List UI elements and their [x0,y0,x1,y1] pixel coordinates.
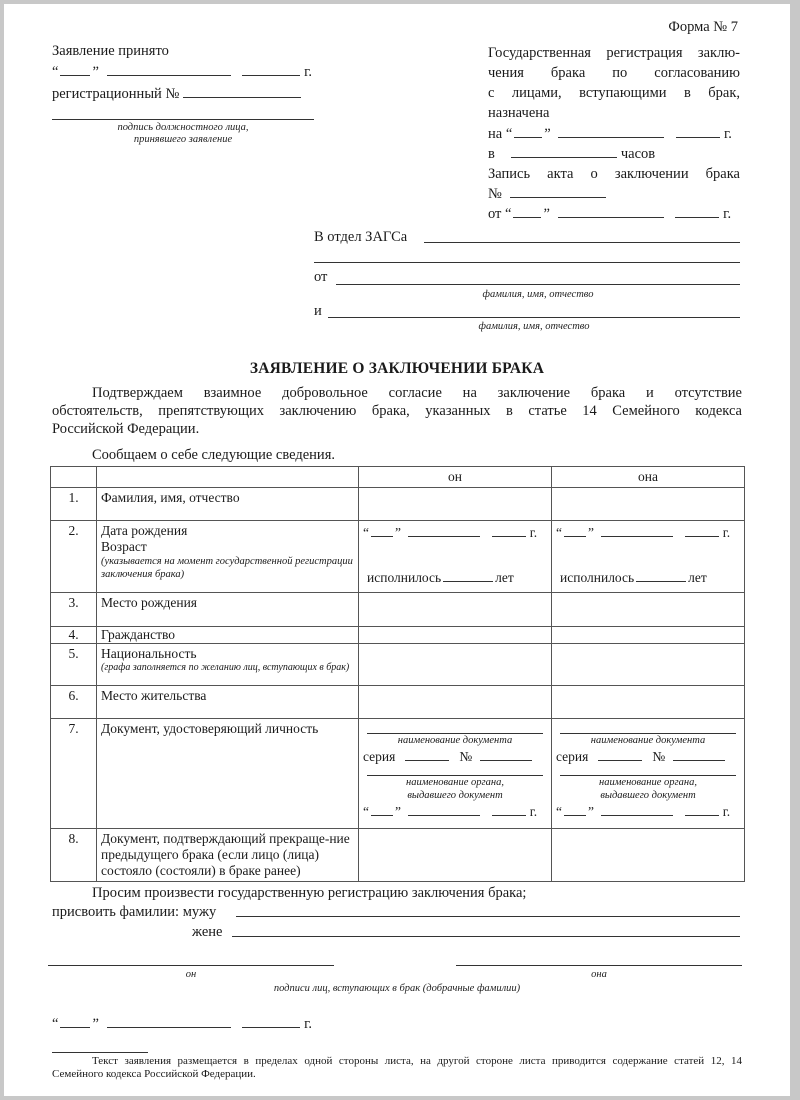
from-label: от [314,269,328,285]
registration-date-row: на “ ” г. [488,126,732,142]
she-doc-day-field[interactable] [564,802,586,816]
accepted-year-field[interactable] [242,62,300,76]
table-header-row [51,467,745,488]
registration-year-field[interactable] [676,124,720,138]
he-citizenship-cell[interactable] [359,627,552,644]
registration-time-row: в часов [488,146,656,162]
application-year-field[interactable] [242,1014,300,1028]
office-name-field-2[interactable] [314,262,740,263]
she-birthplace-cell[interactable] [552,593,745,627]
wife-surname-field[interactable] [232,936,740,937]
table-row: 3. Место рождения [51,593,745,627]
form-number: Форма № 7 [668,19,738,35]
she-id-document-cell: наименование документа серия № наименование органа, выдавшего документ “ ” г. [552,719,745,829]
she-birth-month-field[interactable] [601,523,673,537]
accepted-month-field[interactable] [107,62,231,76]
table-row: 7. Документ, удостоверяющий личность наименование документа серия № наименование органа, выдавшего документ “ ” г. наименование документа серия № наименование органа, выдавшего документ “ ” г. [51,719,745,829]
she-age: исполнилось лет [560,570,707,585]
he-doc-month-field[interactable] [408,802,480,816]
act-number-row: № [488,184,740,203]
applicant-info-table [50,466,745,882]
act-day-field[interactable] [513,204,541,218]
act-month-field[interactable] [558,204,664,218]
he-doc-series-field[interactable] [405,747,449,761]
to-office-label: В отдел ЗАГСа [314,229,408,245]
he-signature-line[interactable] [48,965,334,966]
accepted-title: Заявление принято [52,43,169,59]
table-row: 4. Гражданство [51,627,745,644]
application-day-field[interactable] [60,1014,90,1028]
applicant1-caption: фамилия, имя, отчество [482,289,594,300]
she-signature-line[interactable] [456,965,742,966]
husband-surname-field[interactable] [236,916,740,917]
applicant2-name-field[interactable] [328,317,740,318]
she-birth-cell [552,521,745,593]
accepted-day-field[interactable] [60,62,90,76]
she-doc-series-field[interactable] [598,747,642,761]
request-text: Просим произвести государственную регистрацию заключения брака; [92,885,527,901]
he-birth-date: “ ” г. [363,525,538,540]
registration-month-field[interactable] [558,124,664,138]
she-signature-caption: она [591,969,607,980]
footnote-separator [52,1052,148,1053]
she-birth-date: “ ” г. [556,525,731,540]
he-doc-year-field[interactable] [492,802,526,816]
table-row: 5. Национальность (графа заполняется по желанию лиц, вступающих в брак) [51,644,745,686]
she-doc-year-field[interactable] [685,802,719,816]
assign-surnames-label: присвоить фамилии: мужу [52,904,217,920]
registration-block: Государственная регистрация заклю- чения брака по согласованию с лицами, вступающими в брак, назначена на “ ” г. в часов Запись акта о заключении брака № от “ ” г. [488,45,740,222]
he-id-document-cell: наименование документа серия № наименование органа, выдавшего документ “ ” г. [359,719,552,829]
he-fio-cell[interactable] [359,488,552,521]
she-prev-marriage-cell[interactable] [552,829,745,882]
applicant1-name-field[interactable] [336,284,740,285]
he-birthplace-cell[interactable] [359,593,552,627]
registration-time-field[interactable] [511,144,617,158]
she-birth-year-field[interactable] [685,523,719,537]
table-row: 2. Дата рождения Возраст (указывается на момент государственной регистрации заключения брака) “ ” г. исполнилось лет “ ” г. исполнилось лет [51,521,745,593]
wife-label: жене [192,924,223,940]
official-signature-line[interactable] [52,119,314,120]
footnote: Текст заявления размещается в пределах одной стороны листа, на другой стороне листа приводится содержание статей 12, 14 Семейного кодекса Российской Федерации. [52,1055,742,1080]
reg-number-field[interactable] [183,84,301,98]
he-residence-cell[interactable] [359,686,552,719]
he-doc-day-field[interactable] [371,802,393,816]
application-date-row: “ ” г. [52,1016,313,1032]
she-birth-day-field[interactable] [564,523,586,537]
reg-number-row: регистрационный № [52,84,305,103]
he-nationality-cell[interactable] [359,644,552,686]
act-year-field[interactable] [675,204,719,218]
he-prev-marriage-cell[interactable] [359,829,552,882]
act-date-row: от “ ” г. [488,206,732,222]
she-fio-cell[interactable] [552,488,745,521]
signatures-caption: подписи лиц, вступающих в брак (добрачные фамилии) [273,983,521,994]
act-number-field[interactable] [510,184,606,198]
header-she: она [552,467,745,488]
she-nationality-cell[interactable] [552,644,745,686]
she-doc-number-field[interactable] [673,747,725,761]
he-birth-cell [359,521,552,593]
official-signature-caption: подпись должностного лица, принявшего заявление [117,122,249,145]
she-residence-cell[interactable] [552,686,745,719]
document-page [4,4,790,1096]
applicant2-caption: фамилия, имя, отчество [478,321,590,332]
he-birth-day-field[interactable] [371,523,393,537]
accepted-date-row: “ ” г. [52,64,313,80]
intro-paragraph: Подтверждаем взаимное добровольное согласие на заключение брака и отсутствие обстоятельств, препятствующих заключению брака, указанных в статье 14 Семейного кодекса Российской Федерации. Сообщаем о себе следующие сведения. [52,385,742,463]
table-row: 1. Фамилия, имя, отчество [51,488,745,521]
table-row: 8. Документ, подтверждающий прекраще-ние предыдущего брака (если лицо (лица) состояло (состояли) в браке ранее) [51,829,745,882]
registration-day-field[interactable] [514,124,542,138]
header-he: он [359,467,552,488]
she-age-field[interactable] [636,568,686,582]
he-age: исполнилось лет [367,570,514,585]
he-signature-caption: он [185,969,197,980]
he-birth-year-field[interactable] [492,523,526,537]
he-doc-number-field[interactable] [480,747,532,761]
table-row: 6. Место жительства [51,686,745,719]
he-birth-month-field[interactable] [408,523,480,537]
document-heading: ЗАЯВЛЕНИЕ О ЗАКЛЮЧЕНИИ БРАКА [249,360,545,377]
she-citizenship-cell[interactable] [552,627,745,644]
application-month-field[interactable] [107,1014,231,1028]
and-label: и [314,303,322,319]
he-age-field[interactable] [443,568,493,582]
she-doc-month-field[interactable] [601,802,673,816]
office-name-field[interactable] [424,242,740,243]
